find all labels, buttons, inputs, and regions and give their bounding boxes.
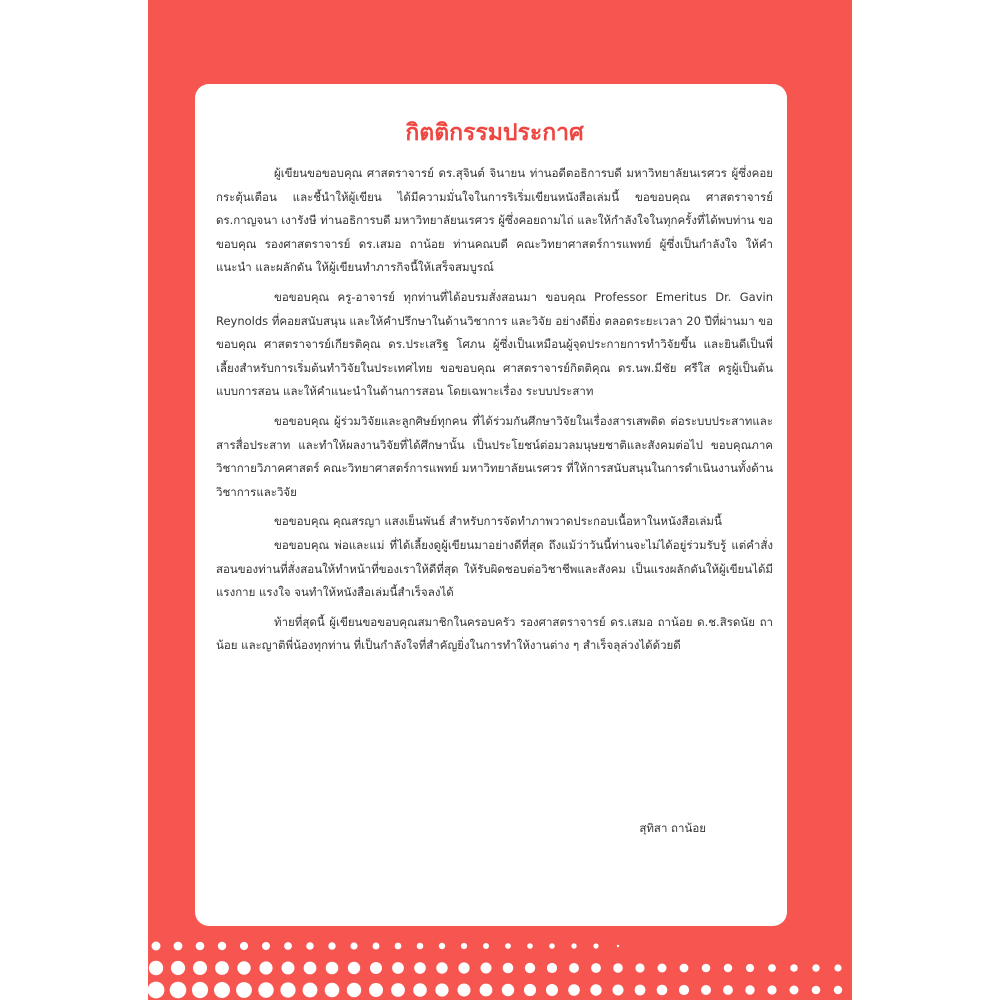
decorative-dot bbox=[571, 943, 576, 948]
decorative-dot bbox=[834, 964, 841, 971]
decorative-dot bbox=[258, 982, 273, 997]
decorative-dot bbox=[280, 982, 295, 997]
decorative-dot bbox=[481, 963, 492, 974]
decorative-dot bbox=[617, 945, 619, 947]
body-text bbox=[216, 162, 773, 658]
paragraph-4: ขอขอบคุณ คุณสรญา แสงเย็นพันธ์ สำหรับการจัดทำภาพวาดประกอบเนื้อหาในหนังสือเล่มนี้ bbox=[274, 514, 722, 529]
decorative-dot bbox=[746, 964, 754, 972]
decorative-dot bbox=[325, 983, 340, 998]
decorative-dot bbox=[395, 943, 402, 950]
decorative-dot bbox=[503, 963, 514, 974]
decorative-dot bbox=[724, 964, 732, 972]
decorative-dot bbox=[593, 943, 598, 948]
decorative-dot bbox=[240, 942, 248, 950]
decorative-dot bbox=[192, 982, 208, 998]
decorative-dot bbox=[148, 982, 164, 999]
decorative-dot bbox=[483, 943, 489, 949]
decorative-dot bbox=[237, 961, 250, 974]
decorative-dot bbox=[812, 964, 819, 971]
decorative-dot bbox=[767, 985, 776, 994]
decorative-dot bbox=[701, 985, 711, 995]
decorative-dot bbox=[282, 962, 295, 975]
decorative-dot bbox=[347, 983, 361, 997]
decorative-dot bbox=[439, 943, 445, 949]
page-title: กิตติกรรมประกาศ bbox=[405, 120, 584, 146]
decorative-dot bbox=[549, 943, 555, 949]
decorative-dot bbox=[502, 984, 514, 996]
decorative-dot bbox=[790, 986, 799, 995]
paragraph-1: ผู้เขียนขอขอบคุณ ศาสตราจารย์ ดร.สุจินต์ จินายน ท่านอดีตอธิการบดี มหาวิทยาลัยนเรศวร ผู้ซึ่งคอยกระตุ้นเตือน และชี้นำให้ผู้เขียน ได้มีความมั่นใจในการริเริ่มเขียนหนังสือเล่มนี้ ขอขอบคุณ ศาสตราจารย์ ดร.กาญจนา เงารังษี ท่านอธิการบดี มหาวิทยาลัยนเรศวร ผู้ซึ่งคอยถามไถ่ และให้กำลังใจในทุกครั้งที่ได้พบท่าน ขอขอบคุณ รองศาสตราจารย์ ดร.เสมอ ถาน้อย ท่านคณบดี คณะวิทยาศาสตร์การแพทย์ ผู้ซึ่งเป็นกำลังใจ ให้คำแนะนำ และผลักดัน ให้ผู้เขียนทำภารกิจนี้ให้เสร็จสมบูรณ์ bbox=[216, 166, 774, 275]
decorative-dot bbox=[591, 963, 601, 973]
paragraph-3: ขอขอบคุณ ผู้ร่วมวิจัยและลูกศิษย์ทุกคน ที่ได้ร่วมกันศึกษาวิจัยในเรื่องสารเสพติด ต่อระบบประสาทและสารสื่อประสาท และทำให้ผลงานวิจัยที่ได้ศึกษานั้น เป็นประโยชน์ต่อมวลมนุษยชาติและสังคมต่อไป ขอบคุณภาควิชากายวิภาคศาสตร์ คณะวิทยาศาสตร์การแพทย์ มหาวิทยาลัยนเรศวร ที่ให้การสนับสนุนในการดำเนินงานทั้งด้านวิชาการและวิจัย bbox=[216, 413, 773, 499]
decorative-dot bbox=[525, 963, 535, 973]
decorative-dot bbox=[174, 942, 183, 951]
decorative-dot bbox=[417, 943, 424, 950]
decorative-dot bbox=[306, 942, 314, 950]
decorative-dot bbox=[723, 985, 733, 995]
decorative-dot bbox=[635, 963, 644, 972]
decorative-dot bbox=[745, 985, 754, 994]
decorative-dot bbox=[527, 943, 533, 949]
decorative-dot bbox=[193, 961, 207, 975]
decorative-dot bbox=[461, 943, 467, 949]
decorative-dot bbox=[171, 961, 185, 975]
decorative-dot bbox=[414, 962, 426, 974]
decorative-dot bbox=[812, 986, 821, 995]
decorative-dot bbox=[303, 983, 318, 998]
decorative-dot bbox=[458, 984, 471, 997]
decorative-dot bbox=[218, 942, 226, 950]
decorative-dot bbox=[635, 985, 646, 996]
decorative-dot bbox=[373, 943, 380, 950]
paragraph-2: ขอขอบคุณ ครู-อาจารย์ ทุกท่านที่ได้อบรมสั่งสอนมา ขอบคุณ Professor Emeritus Dr. Gavin Reynolds ที่คอยสนับสนุน และให้คำปรึกษาในด้านวิชาการ และวิจัย อย่างดียิ่ง ตลอดระยะเวลา 20 ปีที่ผ่านมา ขอขอบคุณ ศาสตราจารย์เกียรติคุณ ดร.ประเสริฐ โศภน ผู้ซึ่งเป็นเหมือนผู้จุดประกายการทำวิจัยขึ้น และยินดีเป็นพี่เลี้ยงสำหรับการเริ่มต้นทำวิจัยในประเทศไทย ขอขอบคุณ ศาสตราจารย์กิตติคุณ ดร.นพ.มีชัย ศรีใส ครูผู้เป็นต้นแบบการสอน และให้คำแนะนำในด้านการสอน โดยเฉพาะเรื่อง ระบบประสาท bbox=[216, 289, 773, 399]
decorative-dot bbox=[505, 943, 511, 949]
paragraph-6: ท้ายที่สุดนี้ ผู้เขียนขอขอบคุณสมาชิกในครอบครัว รองศาสตราจารย์ ดร.เสมอ ถาน้อย ด.ช.สิรดนัย ถาน้อย และญาติพี่น้องทุกท่าน ที่เป็นกำลังใจที่สำคัญยิ่งในการทำให้งานต่าง ๆ สำเร็จลุล่วงได้ด้วยดี bbox=[216, 614, 773, 653]
decorative-dot bbox=[768, 964, 776, 972]
decorative-dot bbox=[215, 961, 229, 975]
decorative-dot bbox=[834, 986, 842, 994]
decorative-dot bbox=[546, 984, 558, 996]
decorative-dot bbox=[236, 982, 252, 998]
decorative-dot bbox=[350, 942, 357, 949]
decorative-dot bbox=[613, 985, 624, 996]
decorative-dot bbox=[680, 964, 689, 973]
decorative-dot bbox=[284, 942, 292, 950]
decorative-dot bbox=[458, 962, 469, 973]
decorative-dot bbox=[326, 962, 339, 975]
decorative-dot bbox=[658, 964, 667, 973]
decorative-dot bbox=[262, 942, 270, 950]
paragraph-5: ขอขอบคุณ พ่อและแม่ ที่ได้เลี้ยงดูผู้เขียนมาอย่างดีที่สุด ถึงแม้ว่าวันนี้ท่านจะไม่ได้อยู่ร่วมรับรู้ แต่คำสั่งสอนของท่านที่สั่งสอนให้ทำหน้าที่ของเราให้ดีที่สุด ให้รับผิดชอบต่อวิชาชีพและสังคม เป็นแรงผลักดันให้ผู้เขียนได้มีแรงกาย แรงใจ จนทำให้หนังสือเล่มนี้สำเร็จลงได้ bbox=[216, 537, 773, 600]
decorative-dot bbox=[657, 985, 668, 996]
decorative-dot bbox=[524, 984, 536, 996]
decorative-dot bbox=[369, 983, 383, 997]
decorative-dot bbox=[391, 983, 405, 997]
acknowledgement-card bbox=[195, 84, 787, 926]
decorative-dot bbox=[569, 963, 579, 973]
decorative-dot bbox=[790, 964, 798, 972]
decorative-dot bbox=[370, 962, 382, 974]
decorative-dot bbox=[702, 964, 711, 973]
decorative-dot bbox=[196, 942, 205, 951]
decorative-dot bbox=[568, 984, 580, 996]
decorative-dot bbox=[590, 984, 601, 995]
decorative-dot bbox=[214, 982, 230, 998]
decorative-dot bbox=[392, 962, 404, 974]
author-signature: สุทิสา ถาน้อย bbox=[639, 821, 706, 835]
decorative-dot bbox=[413, 983, 427, 997]
decorative-dot bbox=[348, 962, 360, 974]
decorative-dot bbox=[679, 985, 689, 995]
decorative-dot bbox=[170, 982, 187, 999]
decorative-dot bbox=[152, 942, 161, 951]
decorative-dot bbox=[435, 983, 448, 996]
decorative-dot bbox=[480, 984, 493, 997]
decorative-dot bbox=[259, 961, 272, 974]
decorative-dot bbox=[149, 961, 163, 975]
decorative-dot bbox=[436, 962, 447, 973]
decorative-dot bbox=[613, 963, 623, 973]
decorative-dot bbox=[304, 962, 317, 975]
decorative-dot bbox=[328, 942, 335, 949]
decorative-dot bbox=[547, 963, 557, 973]
